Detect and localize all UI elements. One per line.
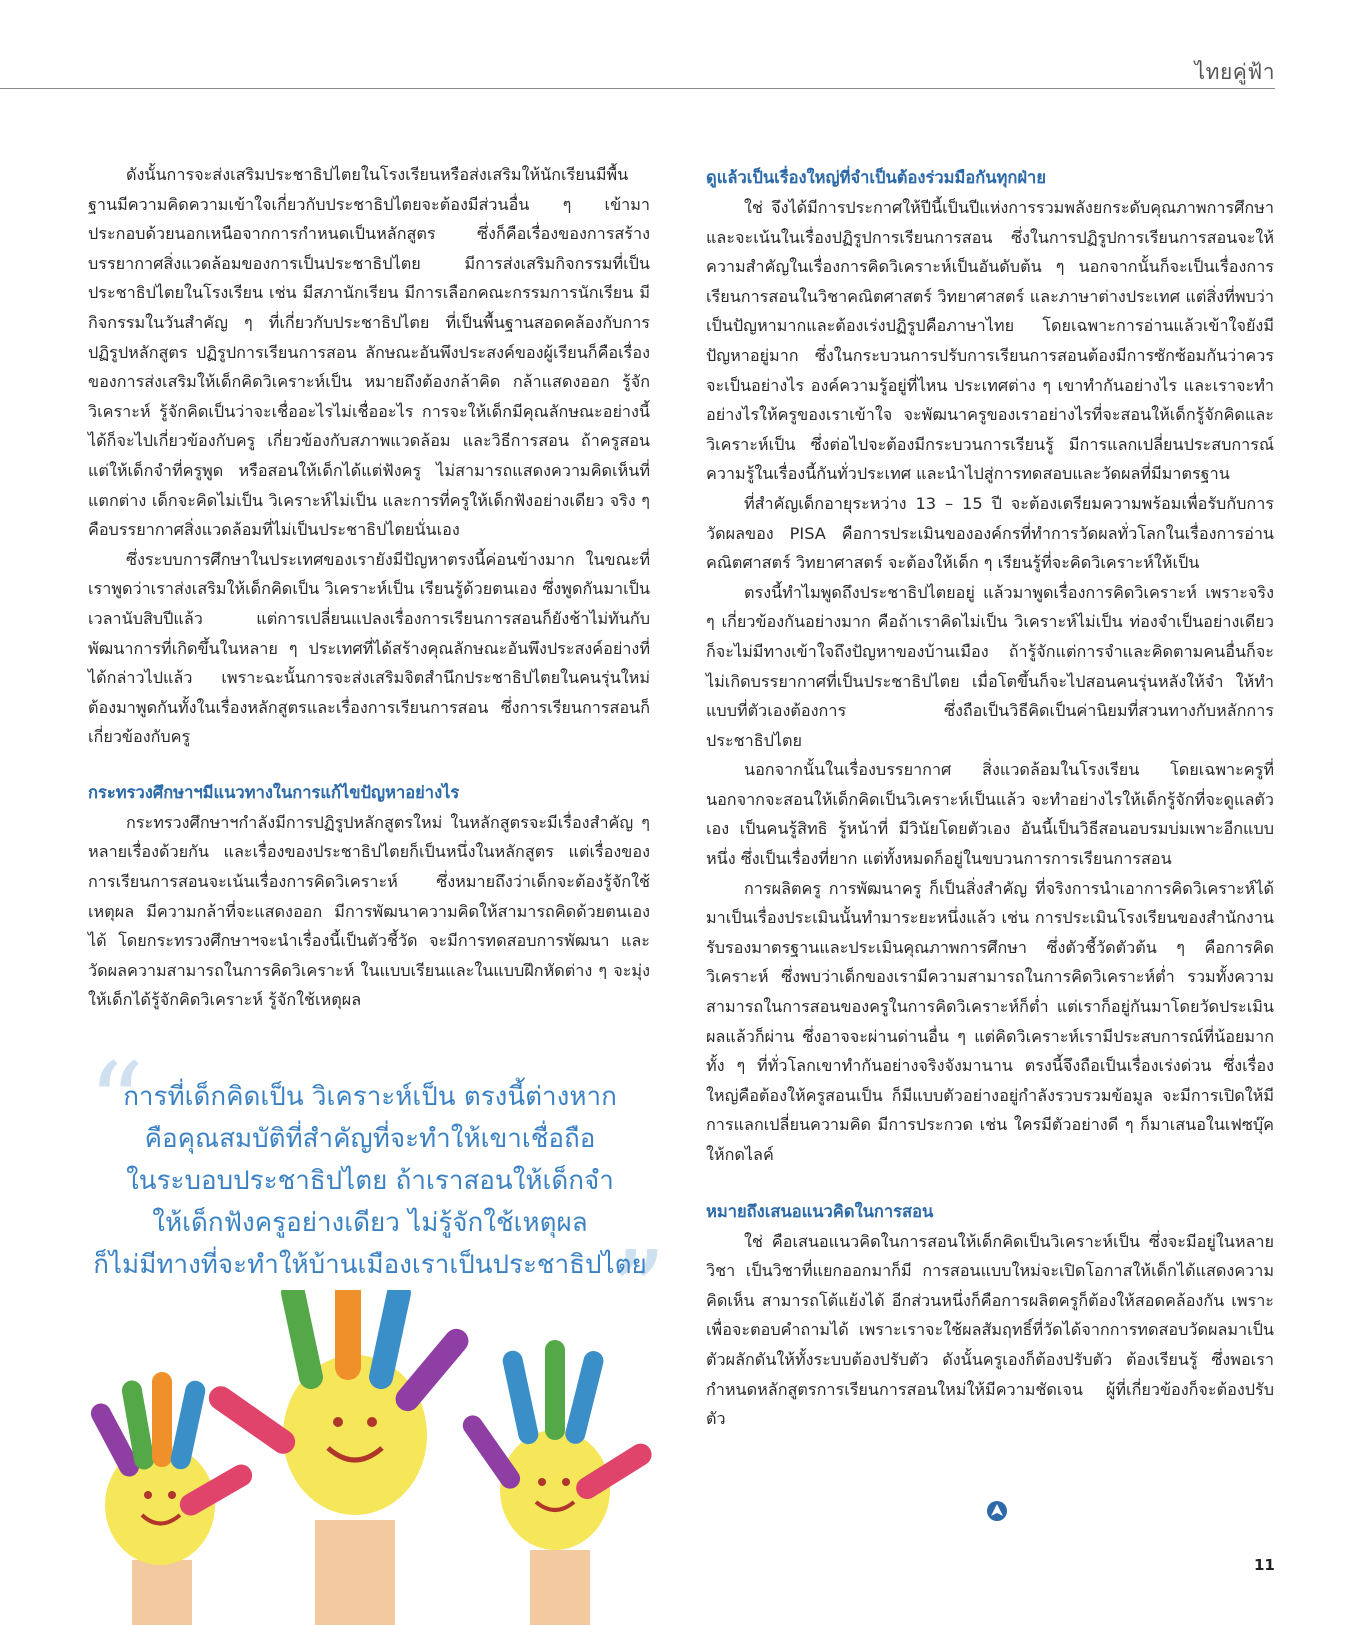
pull-quote-line: คือคุณสมบัติที่สำคัญที่จะทำให้เขาเชื่อถือ (144, 1124, 596, 1154)
paragraph: ใช่ คือเสนอแนวคิดในการสอนให้เด็กคิดเป็นวิเคราะห์เป็น ซึ่งจะมีอยู่ในหลายวิชา เป็นวิชาที่แยกออกมาก็มี การสอนแบบใหม่จะเปิดโอกาสให้เด็กได้แสดงความคิดเห็น สามารถโต้แย้งได้ อีกส่วนหนึ่งก็คือการผลิตครูก็ต้องให้สอดคล้องกัน เพราะเพื่อจะตอบคำถามได้ เพราะเราจะใช้ผลสัมฤทธิ์ที่วัดได้จากการทดสอบวัดผลมาเป็นตัวผลักดันให้ทั้งระบบต้องปรับตัว ดังนั้นครูเองก็ต้องปรับตัว ต้องเรียนรู้ ซึ่งพอเรากำหนดหลักสูตรการเรียนการสอนใหม่ให้มีความชัดเจน ผู้ที่เกี่ยวข้องก็จะต้องปรับตัว (706, 1231, 1274, 1429)
paragraph: ตรงนี้ทำไมพูดถึงประชาธิปไตยอยู่ แล้วมาพูดเรื่องการคิดวิเคราะห์ เพราะจริง ๆ เกี่ยวข้องกันอย่างมาก คือถ้าเราคิดไม่เป็น วิเคราะห์ไม่เป็น ท่องจำเป็นอย่างเดียว ก็จะไม่มีทางเข้าใจถึงปัญหาของบ้านเมือง ถ้ารู้จักแต่การจำและคิดตามคนอื่นก็จะไม่เกิดบรรยากาศที่เป็นประชาธิปไตย เมื่อโตขึ้นก็จะไปสอนคนรุ่นหลังให้จำ ให้ทำแบบที่ตัวเองต้องการ ซึ่งถือเป็นวิธีคิดเป็นค่านิยมที่สวนทางกับหลักการประชาธิปไตย (706, 582, 1274, 750)
paragraph: การผลิตครู การพัฒนาครู ก็เป็นสิ่งสำคัญ ที่จริงการนำเอาการคิดวิเคราะห์ได้มาเป็นเรื่องประเมินนั้นทำมาระยะหนึ่งแล้ว เช่น การประเมินโรงเรียนของสำนักงานรับรองมาตรฐานและประเมินคุณภาพการศึกษา ซึ่งตัวชี้วัดตัวต้น ๆ คือการคิดวิเคราะห์ ซึ่งพบว่าเด็กของเรามีความสามารถในการคิดวิเคราะห์ต่ำ รวมทั้งความสามารถในการสอนของครูในการคิดวิเคราะห์ก็ต่ำ แต่เราก็อยู่กันมาโดยวัดประเมินผลแล้วก็ผ่าน ซึ่งอาจจะผ่านด่านอื่น ๆ แต่คิดวิเคราะห์เรามีประสบการณ์ที่น้อยมาก ทั้ง ๆ ที่ทั่วโลกเขาทำกันอย่างจริงจังมานาน ตรงนี้จึงถือเป็นเรื่องเร่งด่วน ซึ่งเรื่องใหญ่คือต้องให้ครูสอนเป็น ก็มีแบบตัวอย่างอยู่กำลังรวบรวมข้อมูล จะมีการเปิดให้มีการแลกเปลี่ยนความคิด มีการประกวด เช่น ใครมีตัวอย่างดี ๆ ก็มาเสนอในเฟซบุ๊คให้กดไลค์ (706, 878, 1274, 1164)
right-column (706, 163, 1274, 1434)
close-quote-icon: ” (610, 1227, 667, 1355)
right-painted-hand (459, 1340, 656, 1625)
pull-quote-line: การที่เด็กคิดเป็น วิเคราะห์เป็น ตรงนี้ต่างหาก (123, 1082, 617, 1112)
open-quote-icon: “ (88, 1039, 145, 1167)
paragraph: กระทรวงศึกษาฯกำลังมีการปฏิรูปหลักสูตรใหม่ ในหลักสูตรจะมีเรื่องสำคัญ ๆ หลายเรื่องด้วยกัน และเรื่องของประชาธิปไตยก็เป็นหนึ่งในหลักสูตร แต่เรื่องของการเรียนการสอนจะเน้นเรื่องการคิดวิเคราะห์ ซึ่งหมายถึงว่าเด็กจะต้องรู้จักใช้เหตุผล มีความกล้าที่จะแสดงออก มีการพัฒนาความคิดให้สามารถคิดด้วยตนเองได้ โดยกระทรวงศึกษาฯจะนำเรื่องนี้เป็นตัวชี้วัด จะมีการทดสอบการพัฒนา และวัดผลความสามารถในการคิดวิเคราะห์ ในแบบเรียนและในแบบฝึกหัดต่าง ๆ จะมุ่งให้เด็กได้รู้จักคิดวิเคราะห์ รู้จักใช้เหตุผล (88, 812, 650, 1010)
paragraph: ซึ่งระบบการศึกษาในประเทศของเรายังมีปัญหาตรงนี้ค่อนข้างมาก ในขณะที่เราพูดว่าเราส่งเสริมให้เด็กคิดเป็น วิเคราะห์เป็น เรียนรู้ด้วยตนเอง ซึ่งพูดกันมาเป็นเวลานับสิบปีแล้ว แต่การเปลี่ยนแปลงเรื่องการเรียนการสอนก็ยังช้าไม่ทันกับพัฒนาการที่เกิดขึ้นในหลาย ๆ ประเทศที่ได้สร้างคุณลักษณะอันพึงประสงค์อย่างที่ได้กล่าวไปแล้ว เพราะฉะนั้นการจะส่งเสริมจิตสำนึกประชาธิปไตยในคนรุ่นใหม่ต้องมาพูดกันทั้งในเรื่องหลักสูตรและเรื่องการเรียนการสอน ซึ่งการเรียนการสอนก็เกี่ยวข้องกับครู (88, 549, 650, 747)
paragraph: ใช่ จึงได้มีการประกาศให้ปีนี้เป็นปีแห่งการรวมพลังยกระดับคุณภาพการศึกษา และจะเน้นในเรื่องปฏิรูปการเรียนการสอน ซึ่งในการปฏิรูปการเรียนการสอนจะให้ความสำคัญในเรื่องการคิดวิเคราะห์เป็นอันดับต้น ๆ นอกจากนั้นก็จะเป็นเรื่องการเรียนการสอนในวิชาคณิตศาสตร์ วิทยาศาสตร์ และภาษาต่างประเทศ แต่สิ่งที่พบว่าเป็นปัญหามากและต้องเร่งปฏิรูปคือภาษาไทย โดยเฉพาะการอ่านแล้วเข้าใจยังมีปัญหาอยู่มาก ซึ่งในกระบวนการปรับการเรียนการสอนต้องมีการซักซ้อมกันว่าควรจะเป็นอย่างไร องค์ความรู้อยู่ที่ไหน ประเทศต่าง ๆ เขาทำกันอย่างไร และเราจะทำอย่างไรให้ครูของเราเข้าใจ จะพัฒนาครูของเราอย่างไรที่จะสอนให้เด็กรู้จักคิดและวิเคราะห์เป็น ซึ่งต่อไปจะต้องมีกระบวนการเรียนรู้ มีการแลกเปลี่ยนประสบการณ์ความรู้ในเรื่องนี้กันทั่วประเทศ และนำไปสู่การทดสอบและวัดผลที่มีมาตรฐาน (706, 198, 1274, 484)
center-painted-hand (204, 1290, 473, 1625)
pull-quote-line: ในระบอบประชาธิปไตย ถ้าเราสอนให้เด็กจำ (126, 1166, 614, 1196)
section-heading: หมายถึงเสนอแนวคิดในการสอน (706, 1201, 934, 1221)
section-heading: กระทรวงศึกษาฯมีแนวทางในการแก้ไขปัญหาอย่างไร (88, 782, 460, 802)
header-rule (0, 88, 1275, 89)
end-of-article-icon (986, 1500, 1008, 1522)
paragraph: ดังนั้นการจะส่งเสริมประชาธิปไตยในโรงเรียนหรือส่งเสริมให้นักเรียนมีพื้นฐานมีความคิดความเข้าใจเกี่ยวกับประชาธิปไตยจะต้องมีส่วนอื่น ๆ เข้ามาประกอบด้วยนอกเหนือจากการกำหนดเป็นหลักสูตร ซึ่งก็คือเรื่องของการสร้างบรรยากาศสิ่งแวดล้อมของการเป็นประชาธิปไตย มีการส่งเสริมกิจกรรมที่เป็นประชาธิปไตยในโรงเรียน เช่น มีสภานักเรียน มีการเลือกคณะกรรมการนักเรียน มีกิจกรรมในวันสำคัญ ๆ ที่เกี่ยวกับประชาธิปไตย ที่เป็นพื้นฐานสอดคล้องกับการปฏิรูปหลักสูตร ปฏิรูปการเรียนการสอน ลักษณะอันพึงประสงค์ของผู้เรียนก็คือเรื่องของการส่งเสริมให้เด็กคิดวิเคราะห์เป็น หมายถึงต้องกล้าคิด กล้าแสดงออก รู้จักวิเคราะห์ รู้จักคิดเป็นว่าจะเชื่ออะไรไม่เชื่ออะไร การจะให้เด็กมีคุณลักษณะอย่างนี้ได้ก็จะไปเกี่ยวข้องกับครู เกี่ยวข้องกับสภาพแวดล้อม และวิธีการสอน ถ้าครูสอนแต่ให้เด็กจำที่ครูพูด หรือสอนให้เด็กได้แต่ฟังครู ไม่สามารถแสดงความคิดเห็นที่แตกต่าง เด็กจะคิดไม่เป็น วิเคราะห์ไม่เป็น และการที่ครูให้เด็กฟังอย่างเดียว จริง ๆ คือบรรยากาศสิ่งแวดล้อมที่ไม่เป็นประชาธิปไตยนั่นเอง (88, 165, 650, 540)
paragraph: นอกจากนั้นในเรื่องบรรยากาศ สิ่งแวดล้อมในโรงเรียน โดยเฉพาะครูที่นอกจากจะสอนให้เด็กคิดเป็นวิเคราะห์เป็นแล้ว จะทำอย่างไรให้เด็กรู้จักที่จะดูแลตัวเอง เป็นคนรู้สิทธิ รู้หน้าที่ มีวินัยโดยตัวเอง อันนี้เป็นวิธีสอนอบรมบ่มเพาะอีกแบบหนึ่ง ซึ่งเป็นเรื่องที่ยาก แต่ทั้งหมดก็อยู่ในขบวนการการเรียนการสอน (706, 760, 1274, 869)
painted-hands-illustration (60, 1290, 680, 1625)
pull-quote-text (90, 1076, 650, 1286)
paragraph: ที่สำคัญเด็กอายุระหว่าง 13 – 15 ปี จะต้องเตรียมความพร้อมเพื่อรับกับการวัดผลของ PISA คือการประเมินขององค์กรที่ทำการวัดผลทั่วโลกในเรื่องการอ่าน คณิตศาสตร์ วิทยาศาสตร์ จะต้องให้เด็ก ๆ เรียนรู้ที่จะคิดวิเคราะห์ให้เป็น (706, 493, 1274, 573)
magazine-title: ไทยคู่ฟ้า (1194, 60, 1275, 84)
section-heading: ดูแล้วเป็นเรื่องใหญ่ที่จำเป็นต้องร่วมมือกันทุกฝ่าย (706, 168, 1046, 187)
pull-quote-line: ก็ไม่มีทางที่จะทำให้บ้านเมืองเราเป็นประชาธิปไตย (93, 1250, 647, 1280)
page-number: 11 (1254, 1556, 1275, 1574)
pull-quote (88, 1039, 667, 1355)
left-column (88, 160, 650, 1015)
pull-quote-line: ให้เด็กฟังครูอย่างเดียว ไม่รู้จักใช้เหตุผล (152, 1208, 588, 1238)
